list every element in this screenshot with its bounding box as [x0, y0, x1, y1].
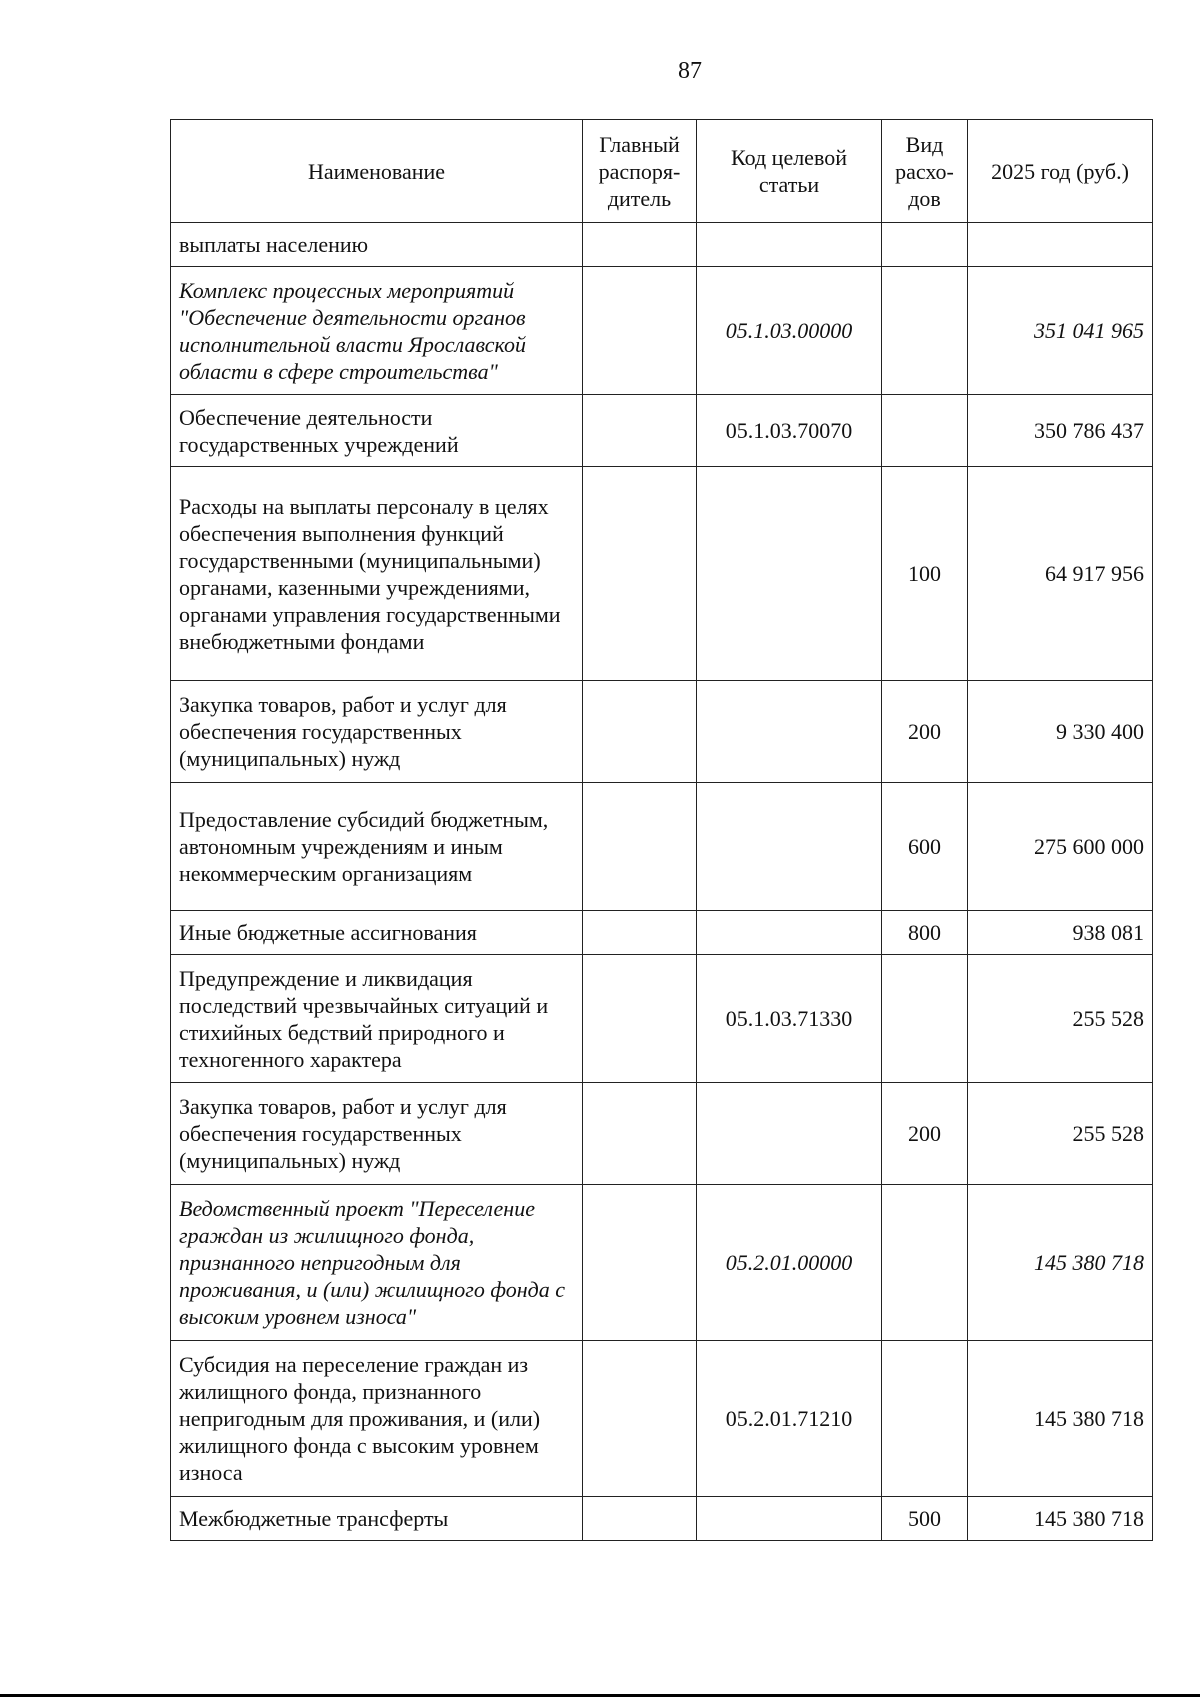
- cell-code: [697, 681, 882, 783]
- cell-manager: [583, 467, 697, 681]
- cell-kind: [882, 1185, 968, 1341]
- cell-amount: [968, 223, 1153, 267]
- cell-name: Предупреждение и ликвидация последствий чрезвычайных ситуаций и стихийных бедствий природного и техногенного характера: [171, 955, 583, 1083]
- cell-name: Межбюджетные трансферты: [171, 1497, 583, 1541]
- cell-amount: 64 917 956: [968, 467, 1153, 681]
- table-row: [171, 395, 1153, 467]
- cell-manager: [583, 395, 697, 467]
- header-code: Код целевой статьи: [697, 120, 882, 223]
- table-body: [171, 223, 1153, 1541]
- table-row: [171, 223, 1153, 267]
- cell-kind: 500: [882, 1497, 968, 1541]
- header-name: Наименование: [171, 120, 583, 223]
- table-row: [171, 783, 1153, 911]
- table-header: [171, 120, 1153, 223]
- table-row: [171, 1185, 1153, 1341]
- cell-manager: [583, 1341, 697, 1497]
- cell-manager: [583, 1185, 697, 1341]
- cell-kind: [882, 1341, 968, 1497]
- cell-manager: [583, 223, 697, 267]
- cell-kind: [882, 395, 968, 467]
- cell-code: 05.1.03.70070: [697, 395, 882, 467]
- page-number: 87: [678, 58, 702, 84]
- cell-kind: [882, 267, 968, 395]
- cell-code: [697, 1083, 882, 1185]
- cell-code: [697, 911, 882, 955]
- cell-code: [697, 467, 882, 681]
- cell-amount: 351 041 965: [968, 267, 1153, 395]
- cell-kind: 200: [882, 1083, 968, 1185]
- table-row: [171, 955, 1153, 1083]
- cell-kind: 100: [882, 467, 968, 681]
- cell-amount: 145 380 718: [968, 1341, 1153, 1497]
- header-row: [171, 120, 1153, 223]
- cell-amount: 9 330 400: [968, 681, 1153, 783]
- cell-name: Предоставление субсидий бюджетным, автономным учреждениям и иным некоммерческим организациям: [171, 783, 583, 911]
- cell-code: [697, 1497, 882, 1541]
- cell-manager: [583, 1497, 697, 1541]
- cell-code: 05.1.03.00000: [697, 267, 882, 395]
- cell-name: Иные бюджетные ассигнования: [171, 911, 583, 955]
- cell-manager: [583, 911, 697, 955]
- cell-name: Закупка товаров, работ и услуг для обеспечения государственных (муниципальных) нужд: [171, 681, 583, 783]
- table-row: [171, 1497, 1153, 1541]
- cell-name: Комплекс процессных мероприятий "Обеспечение деятельности органов исполнительной власти Ярославской области в сфере строительства": [171, 267, 583, 395]
- cell-name: Закупка товаров, работ и услуг для обеспечения государственных (муниципальных) нужд: [171, 1083, 583, 1185]
- cell-code: 05.2.01.00000: [697, 1185, 882, 1341]
- cell-code: 05.2.01.71210: [697, 1341, 882, 1497]
- cell-amount: 145 380 718: [968, 1497, 1153, 1541]
- cell-kind: [882, 955, 968, 1083]
- cell-name: Обеспечение деятельности государственных учреждений: [171, 395, 583, 467]
- cell-amount: 255 528: [968, 1083, 1153, 1185]
- table-row: [171, 681, 1153, 783]
- header-manager: Главный распоря-дитель: [583, 120, 697, 223]
- cell-code: [697, 783, 882, 911]
- cell-name: Расходы на выплаты персоналу в целях обеспечения выполнения функций государственными (муниципальными) органами, казенными учреждениями, органами управления государственными внебюджетными фондами: [171, 467, 583, 681]
- cell-manager: [583, 267, 697, 395]
- cell-manager: [583, 1083, 697, 1185]
- cell-manager: [583, 681, 697, 783]
- table-row: [171, 467, 1153, 681]
- cell-amount: 350 786 437: [968, 395, 1153, 467]
- table-row: [171, 1083, 1153, 1185]
- cell-code: [697, 223, 882, 267]
- cell-name: Ведомственный проект "Переселение граждан из жилищного фонда, признанного непригодным для проживания, и (или) жилищного фонда с высоким уровнем износа": [171, 1185, 583, 1341]
- cell-code: 05.1.03.71330: [697, 955, 882, 1083]
- cell-amount: 275 600 000: [968, 783, 1153, 911]
- table-row: [171, 267, 1153, 395]
- cell-amount: 145 380 718: [968, 1185, 1153, 1341]
- cell-manager: [583, 955, 697, 1083]
- cell-amount: 255 528: [968, 955, 1153, 1083]
- cell-kind: 800: [882, 911, 968, 955]
- cell-kind: [882, 223, 968, 267]
- cell-manager: [583, 783, 697, 911]
- cell-kind: 600: [882, 783, 968, 911]
- cell-name: выплаты населению: [171, 223, 583, 267]
- table-row: [171, 1341, 1153, 1497]
- header-kind: Вид расхо-дов: [882, 120, 968, 223]
- cell-name: Субсидия на переселение граждан из жилищного фонда, признанного непригодным для проживания, и (или) жилищного фонда с высоким уровнем износа: [171, 1341, 583, 1497]
- budget-table: [170, 119, 1153, 1541]
- cell-kind: 200: [882, 681, 968, 783]
- header-amount: 2025 год (руб.): [968, 120, 1153, 223]
- cell-amount: 938 081: [968, 911, 1153, 955]
- table-row: [171, 911, 1153, 955]
